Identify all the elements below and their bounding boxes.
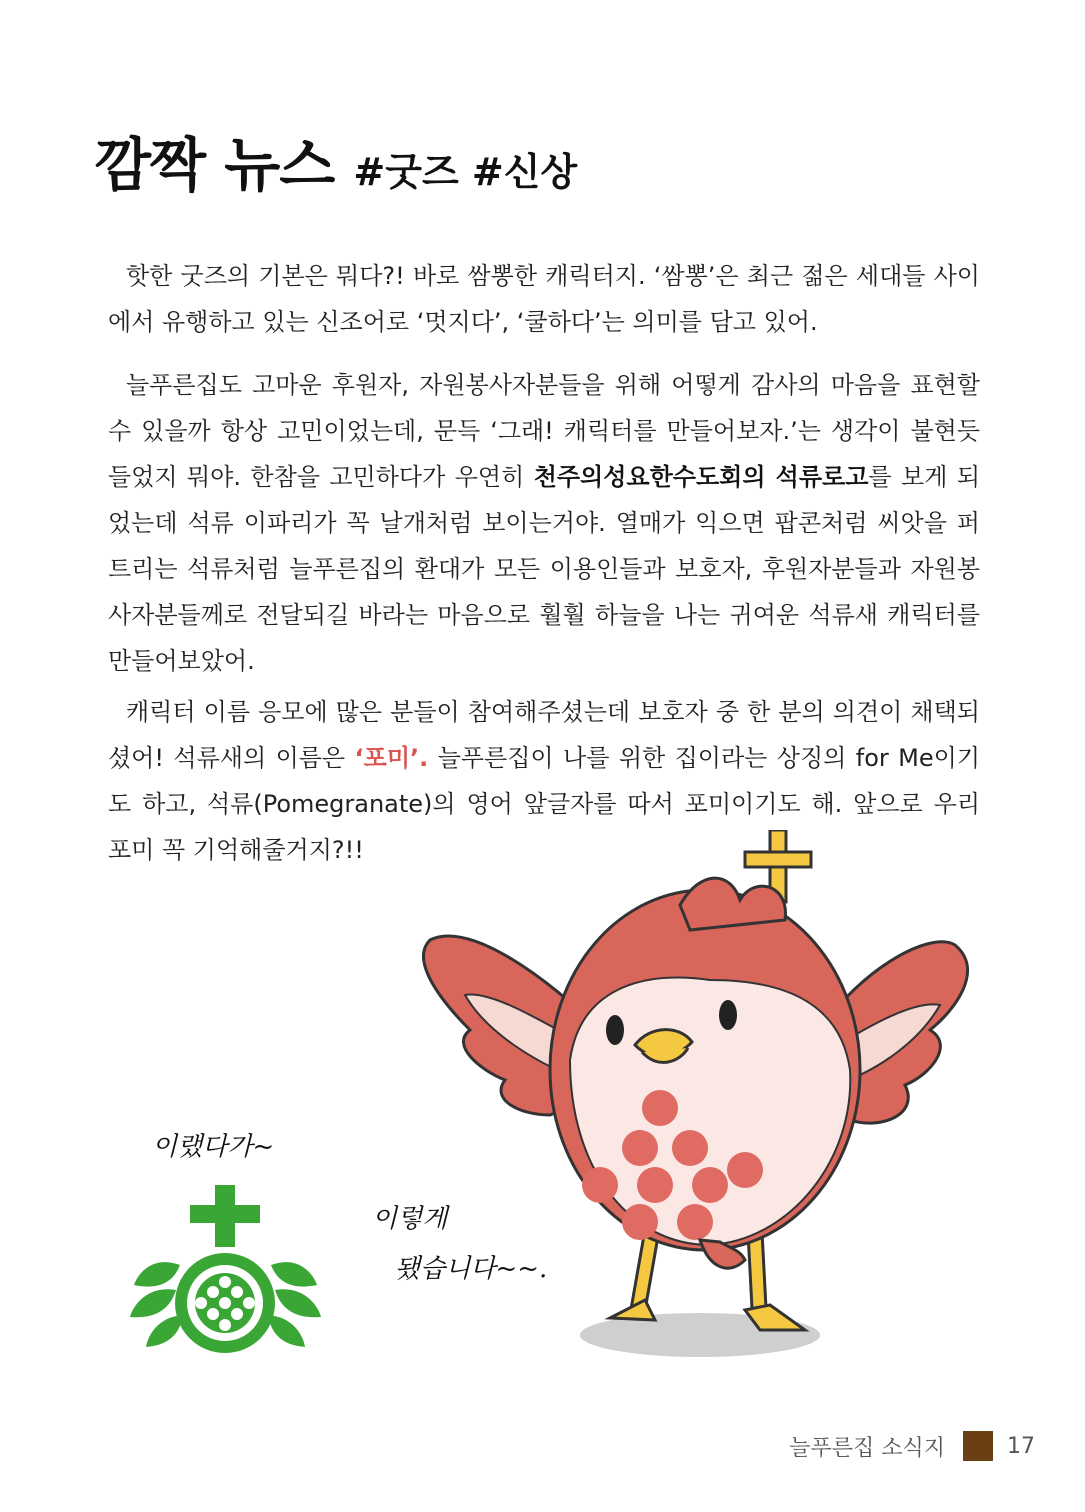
paragraph-2-bold: 천주의성요한수도회의 석류로고 (533, 463, 869, 491)
mascot-name: ‘포미’. (354, 744, 429, 772)
page-title (95, 118, 577, 202)
paragraph-3-text-a: 캐릭터 이름 응모에 많은 분들이 참여해주셨는데 보호자 중 한 분의 의견이 채택되셨어! 석류새의 이름은 (108, 698, 980, 772)
page-footer (789, 1428, 1035, 1464)
pomi-bird-mascot-icon (410, 830, 995, 1365)
publication-title: 늘푸른집 소식지 (789, 1435, 945, 1461)
paragraph-2 (108, 362, 980, 684)
paragraph-1 (108, 253, 980, 345)
handwriting-after-1: 이렇게 (372, 1204, 448, 1234)
handwriting-before: 이랬다가~ (152, 1132, 275, 1162)
paragraph-2-text-a: 늘푸른집도 고마운 후원자, 자원봉사자분들을 위해 어떻게 감사의 마음을 표현할 수 있을까 항상 고민이었는데, 문득 ‘그래! 캐릭터를 만들어보자.’는 생각이 불현듯 들었지 뭐야. 한참을 고민하다가 우연히 (108, 371, 980, 491)
paragraph-1-text: 핫한 굿즈의 기본은 뭐다?! 바로 쌈뽕한 캐릭터지. ‘쌈뽕’은 최근 젊은 세대들 사이에서 유행하고 있는 신조어로 ‘멋지다’, ‘쿨하다’는 의미를 담고 있어. (108, 262, 980, 336)
handwriting-after-2: 됐습니다~~. (395, 1254, 548, 1284)
page-number: 17 (1007, 1433, 1035, 1459)
paragraph-2-text-b: 를 보게 되었는데 석류 이파리가 꼭 날개처럼 보이는거야. 열매가 익으면 팝콘처럼 씨앗을 퍼트리는 석류처럼 늘푸른집의 환대가 모든 이용인들과 보호자, 후원자분들과 자원봉사자분들께로 전달되길 바라는 마음으로 훨훨 하늘을 나는 귀여운 석류새 캐릭터를 만들어보았어. (108, 463, 981, 675)
title-main: 깜짝 뉴스 (95, 131, 335, 199)
pomegranate-cross-logo-icon (128, 1185, 323, 1365)
title-tags: #굿즈 #신상 (353, 150, 578, 194)
paragraph-3-text-b: 늘푸른집이 나를 위한 집이라는 상징의 for Me이기도 하고, 석류(Pomegranate)의 영어 앞글자를 따서 포미이기도 해. 앞으로 우리 포미 꼭 기억해줄거지?!! (108, 744, 981, 864)
footer-color-block (963, 1431, 993, 1461)
